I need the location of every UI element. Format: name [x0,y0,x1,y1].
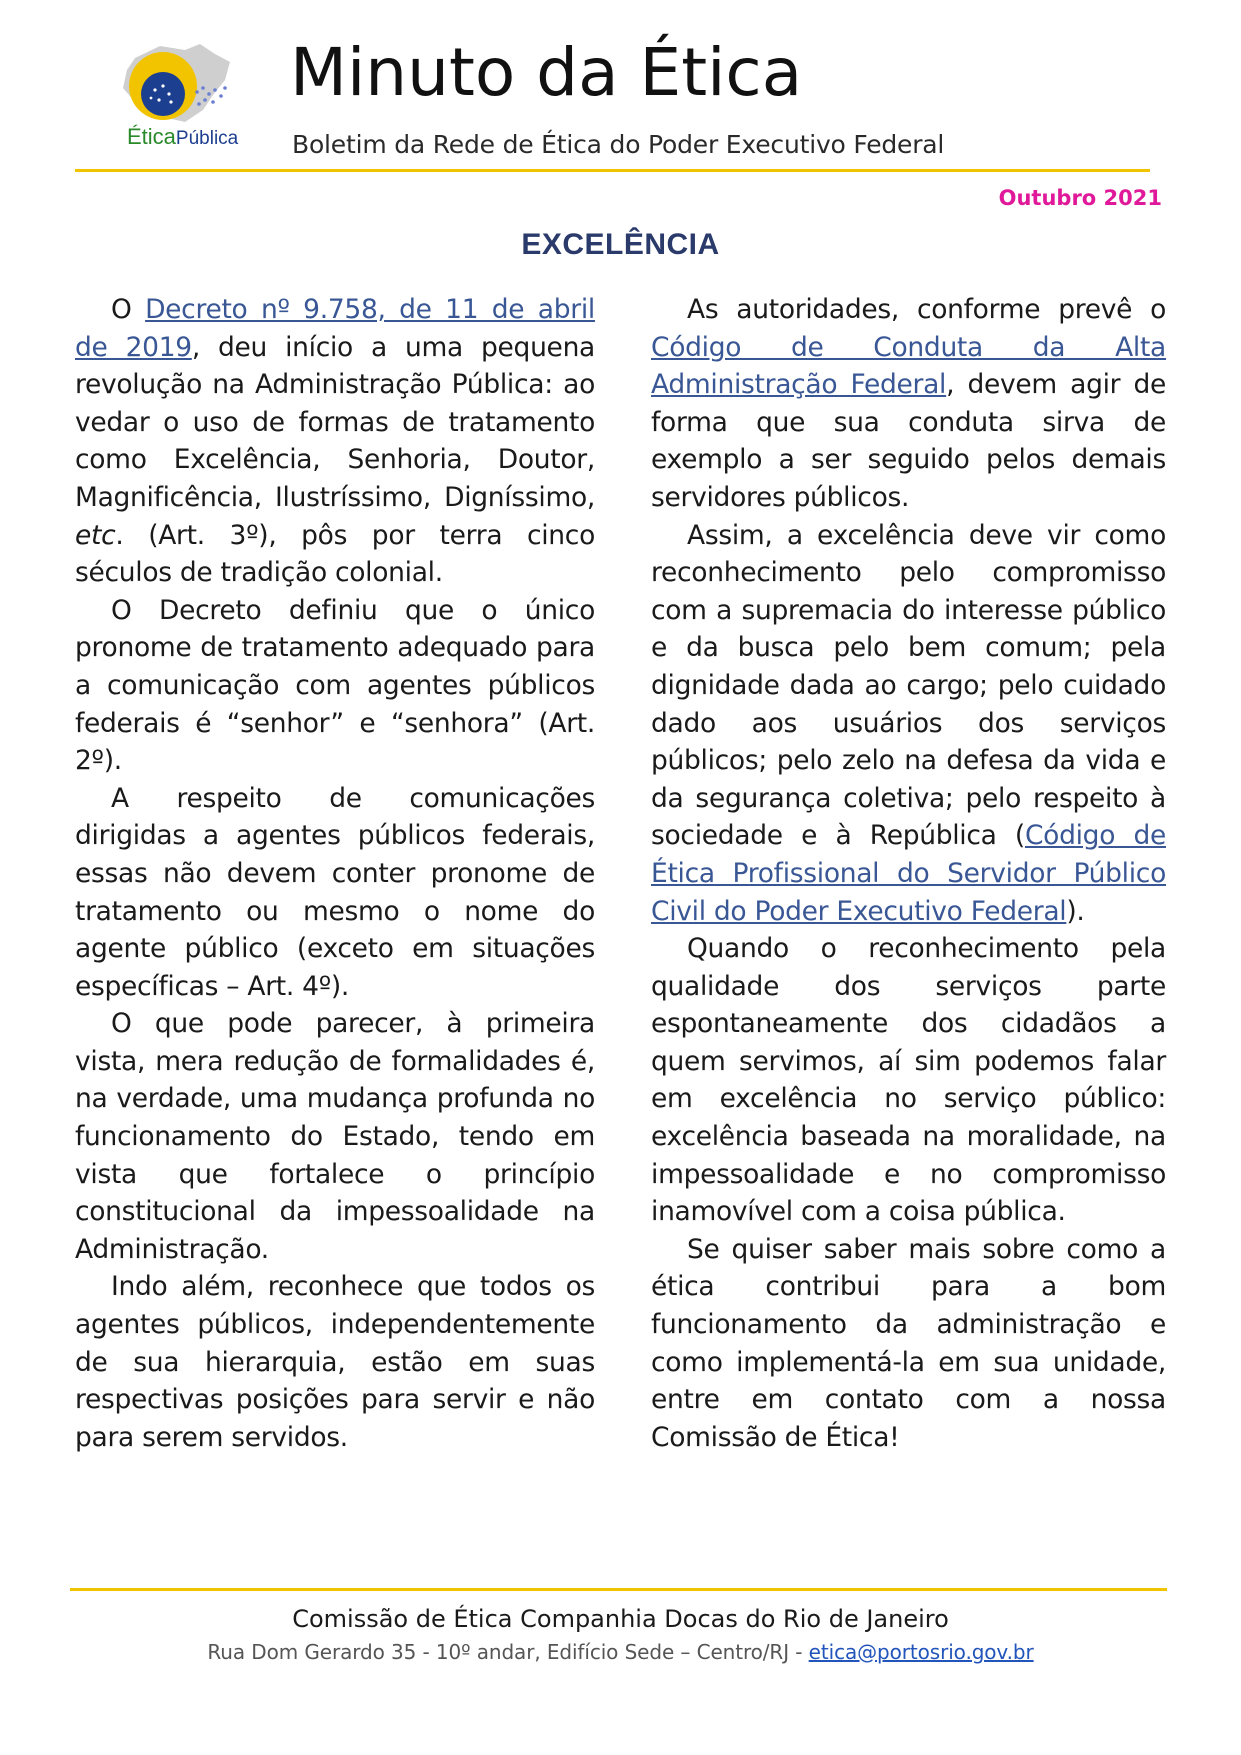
footer-divider [70,1588,1167,1591]
text: O [111,294,146,325]
paragraph: Se quiser saber mais sobre como a ética contribui para a bom funcionamento da administração e como implementá-la em sua unidade, entre em contato com a nossa Comissão de Ética! [651,1233,1166,1453]
header-divider [75,169,1150,172]
footer-address-line [0,1640,1241,1664]
right-column [651,291,1166,1456]
decreto-link[interactable]: Decreto nº 9.758, de 11 de abril de 2019 [75,294,595,363]
footer-address: Rua Dom Gerardo 35 - 10º andar, Edifício Sede – Centro/RJ - [207,1640,809,1664]
logo-text-etica: Ética [127,124,176,149]
left-column [75,291,595,1456]
email-link[interactable]: etica@portosrio.gov.br [808,1640,1034,1664]
text: . (Art. 3º), pôs por terra cinco séculos de tradição colonial. [75,519,595,589]
newsletter-title: Minuto da Ética [290,34,803,111]
text: , devem agir de forma que sua conduta sirva de exemplo a ser seguido pelos demais servidores públicos. [651,369,1166,513]
paragraph: Indo além, reconhece que todos os agentes públicos, independentemente de sua hierarquia, estão em suas respectivas posições para servir e não para serem servidos. [75,1271,595,1453]
logo-text-publica: Pública [175,128,239,149]
text: , deu início a uma pequena revolução na Administração Pública: ao vedar o uso de formas de tratamento como Excelência, Senhoria, Doutor, Magnificência, Ilustríssimo, Digníssimo, [75,331,595,513]
paragraph [651,291,1166,517]
paragraph [75,291,595,592]
paragraph: O Decreto definiu que o único pronome de tratamento adequado para a comunicação com agentes públicos federais é “senhor” e “senhora” (Art. 2º). [75,594,595,777]
etica-publica-logo [105,40,255,158]
paragraph: Quando o reconhecimento pela qualidade dos serviços parte espontaneamente dos cidadãos a quem servimos, aí sim podemos falar em excelência no serviço público: excelência baseada na moralidade, na impessoalidade e no compromisso inamovível com a coisa pública. [651,933,1166,1228]
issue-date: Outubro 2021 [998,186,1162,210]
text: Assim, a excelência deve vir como reconhecimento pelo compromisso com a supremacia do interesse público e da busca pelo bem comum; pela dignidade dada ao cargo; pelo cuidado dado aos usuários dos serviços públicos; pelo zelo na defesa da vida e da segurança coletiva; pelo respeito à sociedade e à República ( [651,519,1166,852]
text: As autoridades, conforme prevê o [687,294,1166,325]
paragraph [651,517,1166,931]
codigo-conduta-link[interactable]: Código de Conduta da Alta Administração Federal [651,331,1166,401]
footer-organization: Comissão de Ética Companhia Docas do Rio de Janeiro [292,1605,949,1633]
text: ). [1066,895,1085,927]
paragraph: O que pode parecer, à primeira vista, mera redução de formalidades é, na verdade, uma mudança profunda no funcionamento do Estado, tendo em vista que fortalece o princípio constitucional da impessoalidade na Administração. [75,1008,595,1265]
text-italic: etc [75,519,116,551]
newsletter-subtitle: Boletim da Rede de Ética do Poder Executivo Federal [292,130,945,159]
logo-wordmark [127,124,238,150]
codigo-etica-link[interactable]: Código de Ética Profissional do Servidor Público Civil do Poder Executivo Federal [651,820,1166,927]
article-heading: EXCELÊNCIA [521,228,720,261]
paragraph: A respeito de comunicações dirigidas a agentes públicos federais, essas não devem conter pronome de tratamento ou mesmo o nome do agente público (exceto em situações específicas – Art. 4º). [75,782,595,1002]
